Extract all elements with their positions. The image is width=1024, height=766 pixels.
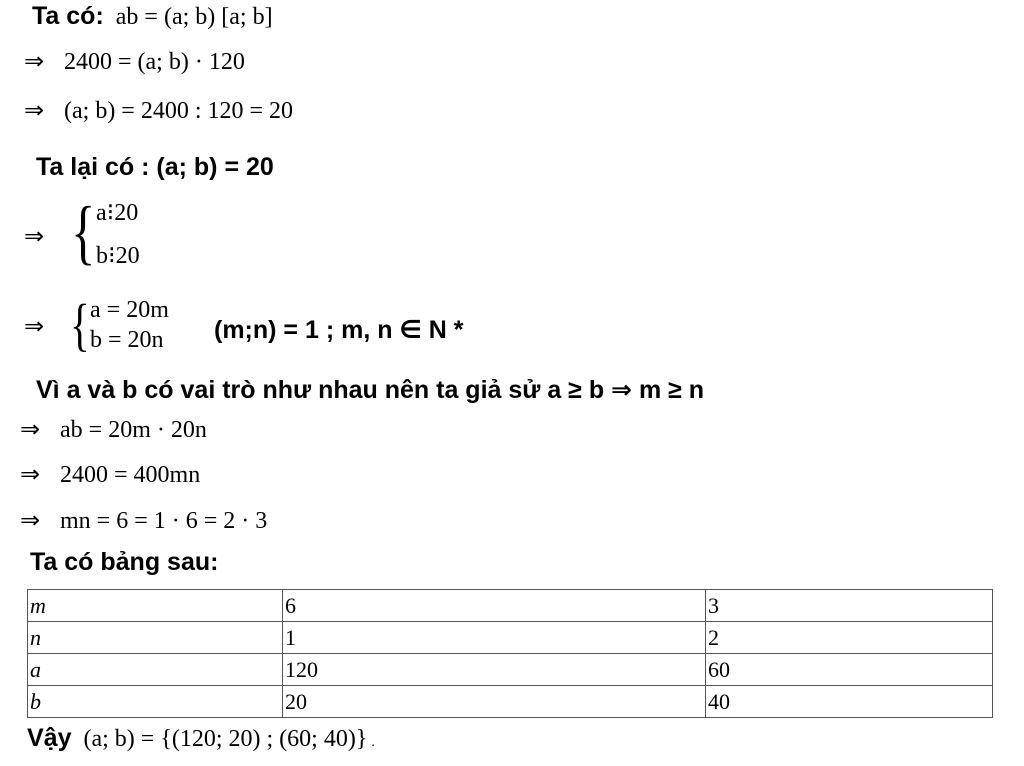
sys2-row1: a = 20m: [90, 297, 169, 323]
table-cell: 60: [706, 654, 993, 686]
label-vay: Vậy: [27, 724, 72, 752]
formula-conclusion: (a; b) = {(120; 20) ; (60; 40)}: [83, 726, 368, 752]
sys1-row1: a⁝20: [96, 200, 139, 226]
formula-gcd-20: (a; b) = 2400 : 120 = 20: [64, 98, 294, 124]
line-table-intro: Ta có bảng sau:: [30, 548, 219, 576]
implies-icon: ⇒: [24, 47, 45, 75]
table-cell: b: [28, 686, 283, 718]
brace-icon: {: [71, 192, 96, 272]
line-gcd-result: [24, 96, 293, 125]
table-cell: n: [28, 622, 283, 654]
table-cell: 6: [283, 590, 706, 622]
implies-icon: ⇒: [20, 506, 41, 534]
sys2-condition: (m;n) = 1 ; m, n ∈ N *: [214, 316, 464, 344]
table-cell: m: [28, 590, 283, 622]
implies-icon: ⇒: [20, 415, 41, 443]
table-row: [28, 654, 993, 686]
line-conclusion: [27, 724, 375, 753]
brace-icon: {: [70, 292, 90, 357]
line-2400-mn: [20, 460, 200, 489]
line-ab-product: [20, 415, 207, 444]
table-row: [28, 590, 993, 622]
implies-icon: ⇒: [20, 460, 41, 488]
table-cell: 40: [706, 686, 993, 718]
formula-ab-gcd-lcm: ab = (a; b) [a; b]: [115, 4, 273, 30]
label-ta-co: Ta có:: [32, 2, 104, 30]
line-assumption: Vì a và b có vai trò như nhau nên ta giả sử a ≥ b ⇒ m ≥ n: [36, 376, 705, 404]
sys2-arrow: [24, 312, 60, 340]
formula-ab-product: ab = 20m · 20n: [60, 417, 207, 443]
sys2-row2: b = 20n: [90, 327, 164, 353]
table-cell: 20: [283, 686, 706, 718]
line-2400-equation: [24, 47, 245, 76]
table-row: [28, 622, 993, 654]
formula-2400-mn: 2400 = 400mn: [60, 462, 201, 488]
line-mn-6: [20, 506, 267, 535]
table-cell: 120: [283, 654, 706, 686]
formula-mn-6: mn = 6 = 1 · 6 = 2 · 3: [60, 508, 268, 534]
formula-2400: 2400 = (a; b) · 120: [64, 49, 245, 75]
line-ta-co: [32, 2, 273, 31]
table-cell: 1: [283, 622, 706, 654]
values-table: [27, 589, 993, 718]
implies-icon: ⇒: [24, 96, 45, 124]
table-cell: 2: [706, 622, 993, 654]
sys1-row2: b⁝20: [96, 243, 140, 269]
table-cell: 3: [706, 590, 993, 622]
conclusion-period: .: [371, 735, 375, 750]
table-row: [28, 686, 993, 718]
implies-icon: ⇒: [24, 222, 45, 250]
line-ta-lai-co: Ta lại có : (a; b) = 20: [36, 153, 274, 181]
table-cell: a: [28, 654, 283, 686]
sys1-arrow: [24, 222, 60, 250]
implies-icon: ⇒: [24, 312, 45, 340]
